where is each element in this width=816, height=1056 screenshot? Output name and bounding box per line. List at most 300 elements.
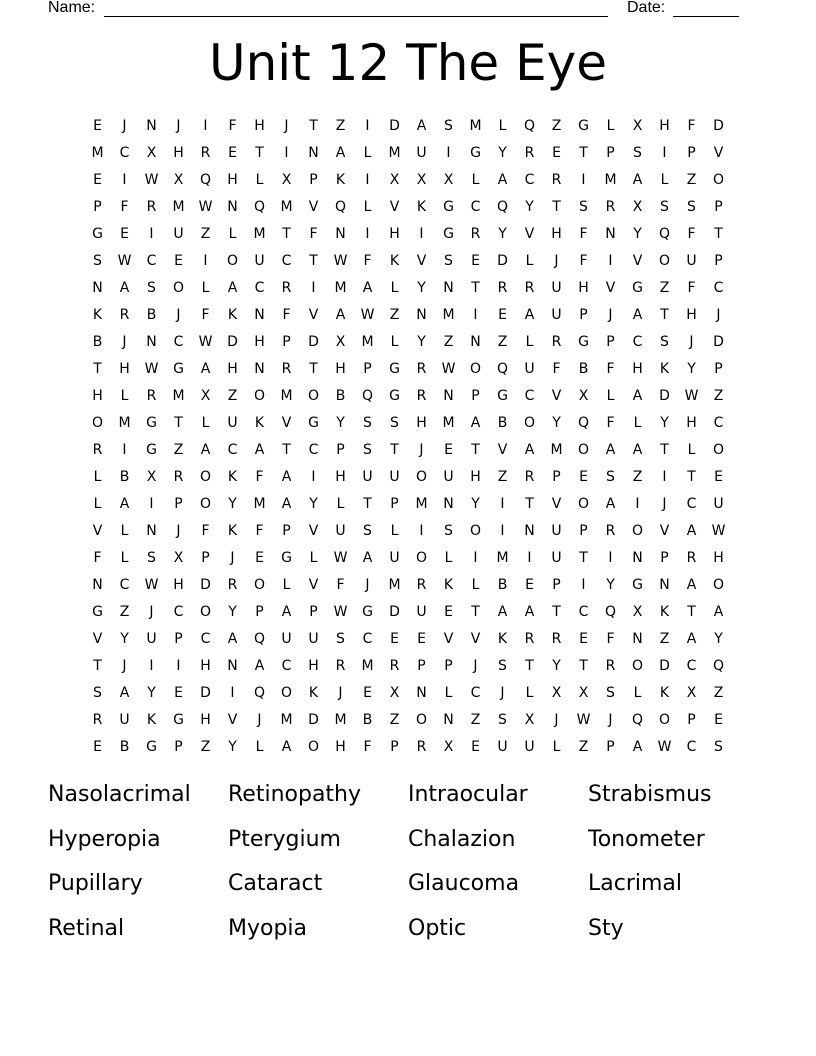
grid-letter[interactable]: U <box>335 522 346 539</box>
grid-letter[interactable]: S <box>687 198 696 215</box>
grid-letter[interactable]: L <box>660 171 669 188</box>
grid-letter[interactable]: R <box>605 657 616 674</box>
grid-letter[interactable]: T <box>660 441 669 458</box>
grid-letter[interactable]: I <box>122 441 127 458</box>
grid-letter[interactable]: C <box>362 630 373 647</box>
grid-letter[interactable]: X <box>443 738 454 755</box>
grid-letter[interactable]: L <box>390 279 399 296</box>
grid-letter[interactable]: H <box>119 360 130 377</box>
grid-letter[interactable]: S <box>606 684 615 701</box>
grid-letter[interactable]: U <box>146 630 157 647</box>
grid-letter[interactable]: A <box>119 495 130 512</box>
grid-letter[interactable]: S <box>660 333 669 350</box>
grid-letter[interactable]: S <box>633 144 642 161</box>
grid-letter[interactable]: A <box>632 387 643 404</box>
grid-letter[interactable]: H <box>389 225 400 242</box>
grid-letter[interactable]: I <box>203 252 208 269</box>
grid-letter[interactable]: R <box>92 711 103 728</box>
grid-letter[interactable]: Y <box>228 603 237 620</box>
grid-letter[interactable]: J <box>176 117 181 134</box>
grid-letter[interactable]: Y <box>714 630 723 647</box>
grid-letter[interactable]: F <box>228 117 237 134</box>
grid-letter[interactable]: N <box>146 522 157 539</box>
grid-letter[interactable]: Q <box>334 198 347 215</box>
grid-letter[interactable]: K <box>92 306 103 323</box>
grid-letter[interactable]: F <box>201 306 210 323</box>
grid-letter[interactable]: L <box>552 738 561 755</box>
grid-letter[interactable]: H <box>254 117 265 134</box>
grid-letter[interactable]: K <box>227 468 238 485</box>
grid-letter[interactable]: K <box>335 171 346 188</box>
grid-letter[interactable]: W <box>441 360 456 377</box>
grid-letter[interactable]: S <box>390 414 399 431</box>
grid-letter[interactable]: I <box>608 549 613 566</box>
grid-letter[interactable]: Q <box>253 684 266 701</box>
grid-letter[interactable]: E <box>525 576 534 593</box>
grid-letter[interactable]: P <box>390 738 399 755</box>
grid-letter[interactable]: P <box>444 657 453 674</box>
grid-letter[interactable]: F <box>363 252 372 269</box>
grid-letter[interactable]: Y <box>552 657 561 674</box>
grid-letter[interactable]: V <box>281 414 292 431</box>
grid-letter[interactable]: T <box>687 468 696 485</box>
grid-letter[interactable]: I <box>662 144 667 161</box>
grid-letter[interactable]: U <box>389 468 400 485</box>
grid-letter[interactable]: B <box>146 306 157 323</box>
grid-letter[interactable]: P <box>552 576 561 593</box>
grid-letter[interactable]: T <box>579 549 588 566</box>
grid-letter[interactable]: H <box>200 657 211 674</box>
grid-letter[interactable]: K <box>659 360 670 377</box>
grid-letter[interactable]: Q <box>199 171 212 188</box>
grid-letter[interactable]: L <box>93 495 102 512</box>
grid-letter[interactable]: Q <box>361 387 374 404</box>
grid-letter[interactable]: G <box>146 738 157 755</box>
grid-letter[interactable]: O <box>91 414 104 431</box>
grid-letter[interactable]: R <box>416 576 427 593</box>
grid-letter[interactable]: I <box>446 144 451 161</box>
grid-letter[interactable]: N <box>605 225 616 242</box>
grid-letter[interactable]: T <box>579 657 588 674</box>
grid-letter[interactable]: J <box>122 333 127 350</box>
grid-letter[interactable]: L <box>228 225 237 242</box>
grid-letter[interactable]: W <box>144 171 159 188</box>
grid-letter[interactable]: A <box>632 738 643 755</box>
grid-letter[interactable]: Q <box>604 603 617 620</box>
grid-letter[interactable]: V <box>632 252 643 269</box>
grid-letter[interactable]: Z <box>497 468 508 485</box>
grid-letter[interactable]: H <box>335 360 346 377</box>
grid-letter[interactable]: K <box>443 576 454 593</box>
grid-letter[interactable]: Y <box>498 144 507 161</box>
grid-letter[interactable]: S <box>363 414 372 431</box>
grid-letter[interactable]: T <box>309 117 318 134</box>
grid-letter[interactable]: G <box>146 441 157 458</box>
grid-letter[interactable]: R <box>416 387 427 404</box>
grid-letter[interactable]: D <box>200 684 211 701</box>
grid-letter[interactable]: X <box>173 549 184 566</box>
grid-letter[interactable]: G <box>281 549 292 566</box>
grid-letter[interactable]: O <box>253 576 266 593</box>
grid-letter[interactable]: I <box>203 117 208 134</box>
grid-letter[interactable]: F <box>687 117 696 134</box>
grid-letter[interactable]: V <box>470 630 481 647</box>
grid-letter[interactable]: X <box>146 144 157 161</box>
grid-letter[interactable]: O <box>658 711 671 728</box>
grid-letter[interactable]: V <box>551 495 562 512</box>
grid-letter[interactable]: P <box>417 657 426 674</box>
grid-letter[interactable]: R <box>281 360 292 377</box>
grid-letter[interactable]: I <box>473 549 478 566</box>
grid-letter[interactable]: A <box>281 468 292 485</box>
grid-letter[interactable]: F <box>606 360 615 377</box>
grid-letter[interactable]: C <box>713 414 724 431</box>
grid-letter[interactable]: G <box>470 144 481 161</box>
grid-letter[interactable]: E <box>93 171 102 188</box>
grid-letter[interactable]: L <box>363 144 372 161</box>
grid-letter[interactable]: K <box>308 684 319 701</box>
grid-letter[interactable]: I <box>149 225 154 242</box>
grid-letter[interactable]: K <box>659 603 670 620</box>
grid-letter[interactable]: S <box>714 738 723 755</box>
grid-letter[interactable]: O <box>631 657 644 674</box>
grid-letter[interactable]: C <box>632 333 643 350</box>
grid-letter[interactable]: W <box>117 252 132 269</box>
grid-letter[interactable]: F <box>282 306 291 323</box>
grid-letter[interactable]: T <box>552 198 561 215</box>
grid-letter[interactable]: J <box>338 684 343 701</box>
grid-letter[interactable]: F <box>93 549 102 566</box>
grid-letter[interactable]: R <box>146 198 157 215</box>
grid-letter[interactable]: D <box>659 657 670 674</box>
grid-letter[interactable]: A <box>119 684 130 701</box>
grid-letter[interactable]: I <box>365 225 370 242</box>
grid-letter[interactable]: Z <box>119 603 130 620</box>
grid-letter[interactable]: J <box>500 684 505 701</box>
grid-letter[interactable]: O <box>199 468 212 485</box>
grid-letter[interactable]: H <box>578 279 589 296</box>
grid-letter[interactable]: U <box>416 603 427 620</box>
grid-letter[interactable]: P <box>579 306 588 323</box>
grid-letter[interactable]: M <box>415 495 428 512</box>
grid-letter[interactable]: S <box>498 711 507 728</box>
grid-letter[interactable]: N <box>146 333 157 350</box>
grid-letter[interactable]: L <box>444 549 453 566</box>
grid-letter[interactable]: Y <box>498 225 507 242</box>
grid-letter[interactable]: J <box>122 657 127 674</box>
grid-letter[interactable]: C <box>119 576 130 593</box>
grid-letter[interactable]: A <box>362 279 373 296</box>
grid-letter[interactable]: V <box>605 279 616 296</box>
grid-letter[interactable]: Z <box>335 117 346 134</box>
grid-letter[interactable]: U <box>551 522 562 539</box>
grid-letter[interactable]: M <box>550 441 563 458</box>
grid-letter[interactable]: L <box>93 468 102 485</box>
grid-letter[interactable]: A <box>632 306 643 323</box>
grid-letter[interactable]: H <box>227 360 238 377</box>
grid-letter[interactable]: E <box>255 549 264 566</box>
grid-letter[interactable]: C <box>470 684 481 701</box>
word-search-grid[interactable] <box>84 112 732 760</box>
grid-letter[interactable]: R <box>92 441 103 458</box>
grid-letter[interactable]: V <box>713 144 724 161</box>
grid-letter[interactable]: F <box>255 522 264 539</box>
grid-letter[interactable]: E <box>498 306 507 323</box>
grid-letter[interactable]: C <box>686 738 697 755</box>
grid-letter[interactable]: Z <box>443 333 454 350</box>
grid-letter[interactable]: E <box>471 252 480 269</box>
grid-letter[interactable]: L <box>606 117 615 134</box>
grid-letter[interactable]: R <box>524 468 535 485</box>
grid-letter[interactable]: O <box>469 360 482 377</box>
grid-letter[interactable]: E <box>579 468 588 485</box>
grid-letter[interactable]: W <box>333 549 348 566</box>
grid-letter[interactable]: N <box>254 306 265 323</box>
grid-letter[interactable]: N <box>92 279 103 296</box>
grid-letter[interactable]: C <box>281 252 292 269</box>
grid-letter[interactable]: A <box>686 630 697 647</box>
grid-letter[interactable]: V <box>308 522 319 539</box>
grid-letter[interactable]: L <box>282 576 291 593</box>
grid-letter[interactable]: W <box>711 522 726 539</box>
grid-letter[interactable]: I <box>635 495 640 512</box>
grid-letter[interactable]: U <box>173 225 184 242</box>
grid-letter[interactable]: L <box>120 549 129 566</box>
grid-letter[interactable]: C <box>470 198 481 215</box>
grid-letter[interactable]: L <box>201 279 210 296</box>
grid-letter[interactable]: V <box>92 630 103 647</box>
grid-letter[interactable]: X <box>578 684 589 701</box>
grid-letter[interactable]: L <box>687 441 696 458</box>
grid-letter[interactable]: I <box>122 171 127 188</box>
grid-letter[interactable]: H <box>308 657 319 674</box>
grid-letter[interactable]: X <box>173 171 184 188</box>
grid-letter[interactable]: S <box>444 117 453 134</box>
grid-letter[interactable]: B <box>497 576 508 593</box>
grid-letter[interactable]: K <box>389 252 400 269</box>
grid-letter[interactable]: H <box>686 306 697 323</box>
grid-letter[interactable]: N <box>443 279 454 296</box>
grid-letter[interactable]: P <box>309 603 318 620</box>
grid-letter[interactable]: H <box>335 468 346 485</box>
grid-letter[interactable]: G <box>389 360 400 377</box>
grid-letter[interactable]: I <box>527 549 532 566</box>
grid-letter[interactable]: X <box>416 171 427 188</box>
grid-letter[interactable]: H <box>173 144 184 161</box>
grid-letter[interactable]: Y <box>552 414 561 431</box>
grid-letter[interactable]: T <box>390 441 399 458</box>
grid-letter[interactable]: O <box>415 468 428 485</box>
grid-letter[interactable]: H <box>335 738 346 755</box>
grid-letter[interactable]: F <box>309 225 318 242</box>
grid-letter[interactable]: V <box>308 576 319 593</box>
grid-letter[interactable]: N <box>443 387 454 404</box>
grid-letter[interactable]: V <box>92 522 103 539</box>
grid-letter[interactable]: V <box>308 306 319 323</box>
grid-letter[interactable]: N <box>524 522 535 539</box>
grid-letter[interactable]: E <box>714 711 723 728</box>
grid-letter[interactable]: A <box>605 495 616 512</box>
grid-letter[interactable]: P <box>714 252 723 269</box>
grid-letter[interactable]: U <box>119 711 130 728</box>
grid-letter[interactable]: F <box>606 630 615 647</box>
grid-letter[interactable]: Y <box>336 414 345 431</box>
grid-letter[interactable]: Z <box>389 306 400 323</box>
grid-letter[interactable]: E <box>363 684 372 701</box>
grid-letter[interactable]: O <box>307 387 320 404</box>
grid-letter[interactable]: Y <box>525 198 534 215</box>
grid-letter[interactable]: M <box>253 225 266 242</box>
grid-letter[interactable]: A <box>524 441 535 458</box>
grid-letter[interactable]: I <box>365 117 370 134</box>
grid-letter[interactable]: T <box>309 360 318 377</box>
grid-letter[interactable]: M <box>253 495 266 512</box>
grid-letter[interactable]: W <box>333 252 348 269</box>
grid-letter[interactable]: Y <box>471 495 480 512</box>
grid-letter[interactable]: M <box>118 414 131 431</box>
name-blank-line[interactable] <box>104 16 608 17</box>
grid-letter[interactable]: P <box>282 333 291 350</box>
grid-letter[interactable]: U <box>227 414 238 431</box>
grid-letter[interactable]: U <box>443 468 454 485</box>
grid-letter[interactable]: T <box>471 441 480 458</box>
grid-letter[interactable]: A <box>470 414 481 431</box>
grid-letter[interactable]: X <box>200 387 211 404</box>
grid-letter[interactable]: Y <box>147 684 156 701</box>
grid-letter[interactable]: Z <box>227 387 238 404</box>
grid-letter[interactable]: S <box>336 630 345 647</box>
grid-letter[interactable]: A <box>281 495 292 512</box>
grid-letter[interactable]: O <box>577 441 590 458</box>
grid-letter[interactable]: P <box>606 333 615 350</box>
grid-letter[interactable]: J <box>257 711 262 728</box>
grid-letter[interactable]: S <box>444 522 453 539</box>
grid-letter[interactable]: O <box>658 252 671 269</box>
grid-letter[interactable]: F <box>606 414 615 431</box>
grid-letter[interactable]: A <box>200 360 211 377</box>
grid-letter[interactable]: W <box>144 360 159 377</box>
grid-letter[interactable]: F <box>255 468 264 485</box>
grid-letter[interactable]: C <box>713 279 724 296</box>
grid-letter[interactable]: X <box>686 684 697 701</box>
grid-letter[interactable]: S <box>606 468 615 485</box>
grid-letter[interactable]: C <box>686 495 697 512</box>
grid-letter[interactable]: T <box>687 603 696 620</box>
grid-letter[interactable]: S <box>147 549 156 566</box>
grid-letter[interactable]: G <box>92 603 103 620</box>
grid-letter[interactable]: V <box>308 198 319 215</box>
grid-letter[interactable]: W <box>144 576 159 593</box>
grid-letter[interactable]: X <box>578 387 589 404</box>
grid-letter[interactable]: Z <box>470 711 481 728</box>
grid-letter[interactable]: A <box>686 576 697 593</box>
grid-letter[interactable]: D <box>308 711 319 728</box>
grid-letter[interactable]: P <box>606 144 615 161</box>
grid-letter[interactable]: M <box>442 414 455 431</box>
grid-letter[interactable]: L <box>363 198 372 215</box>
grid-letter[interactable]: X <box>335 333 346 350</box>
grid-letter[interactable]: W <box>657 738 672 755</box>
grid-letter[interactable]: P <box>201 549 210 566</box>
grid-letter[interactable]: B <box>497 414 508 431</box>
grid-letter[interactable]: C <box>524 171 535 188</box>
grid-letter[interactable]: P <box>606 738 615 755</box>
grid-letter[interactable]: O <box>712 576 725 593</box>
grid-letter[interactable]: O <box>172 279 185 296</box>
grid-letter[interactable]: H <box>659 117 670 134</box>
grid-letter[interactable]: J <box>473 657 478 674</box>
grid-letter[interactable]: Z <box>578 738 589 755</box>
grid-letter[interactable]: M <box>172 198 185 215</box>
grid-letter[interactable]: O <box>253 387 266 404</box>
grid-letter[interactable]: R <box>416 738 427 755</box>
grid-letter[interactable]: N <box>308 144 319 161</box>
grid-letter[interactable]: G <box>443 198 454 215</box>
grid-letter[interactable]: M <box>361 333 374 350</box>
grid-letter[interactable]: B <box>335 387 346 404</box>
grid-letter[interactable]: C <box>200 630 211 647</box>
grid-letter[interactable]: L <box>633 684 642 701</box>
grid-letter[interactable]: U <box>281 630 292 647</box>
grid-letter[interactable]: W <box>684 387 699 404</box>
grid-letter[interactable]: K <box>227 522 238 539</box>
grid-letter[interactable]: R <box>146 387 157 404</box>
grid-letter[interactable]: P <box>255 603 264 620</box>
grid-letter[interactable]: T <box>552 603 561 620</box>
grid-letter[interactable]: K <box>146 711 157 728</box>
grid-letter[interactable]: X <box>281 171 292 188</box>
grid-letter[interactable]: A <box>632 441 643 458</box>
grid-letter[interactable]: Y <box>417 333 426 350</box>
grid-letter[interactable]: L <box>471 171 480 188</box>
grid-letter[interactable]: Y <box>660 414 669 431</box>
grid-letter[interactable]: D <box>308 333 319 350</box>
grid-letter[interactable]: M <box>280 387 293 404</box>
grid-letter[interactable]: O <box>523 414 536 431</box>
grid-letter[interactable]: N <box>416 684 427 701</box>
grid-letter[interactable]: R <box>281 279 292 296</box>
grid-letter[interactable]: U <box>524 738 535 755</box>
grid-letter[interactable]: J <box>176 522 181 539</box>
grid-letter[interactable]: Z <box>713 387 724 404</box>
grid-letter[interactable]: R <box>389 657 400 674</box>
grid-letter[interactable]: S <box>363 522 372 539</box>
grid-letter[interactable]: L <box>336 495 345 512</box>
grid-letter[interactable]: R <box>119 306 130 323</box>
grid-letter[interactable]: T <box>660 306 669 323</box>
grid-letter[interactable]: P <box>336 441 345 458</box>
grid-letter[interactable]: A <box>119 279 130 296</box>
grid-letter[interactable]: N <box>227 198 238 215</box>
grid-letter[interactable]: B <box>92 333 103 350</box>
grid-letter[interactable]: J <box>149 603 154 620</box>
grid-letter[interactable]: X <box>389 171 400 188</box>
grid-letter[interactable]: L <box>120 387 129 404</box>
grid-letter[interactable]: U <box>497 738 508 755</box>
grid-letter[interactable]: F <box>579 252 588 269</box>
grid-letter[interactable]: M <box>280 198 293 215</box>
grid-letter[interactable]: E <box>417 630 426 647</box>
grid-letter[interactable]: N <box>470 333 481 350</box>
grid-letter[interactable]: P <box>174 630 183 647</box>
grid-letter[interactable]: A <box>713 603 724 620</box>
grid-letter[interactable]: Y <box>606 576 615 593</box>
grid-letter[interactable]: A <box>497 171 508 188</box>
grid-letter[interactable]: Z <box>713 684 724 701</box>
grid-letter[interactable]: F <box>687 225 696 242</box>
grid-letter[interactable]: M <box>91 144 104 161</box>
grid-letter[interactable]: H <box>227 171 238 188</box>
